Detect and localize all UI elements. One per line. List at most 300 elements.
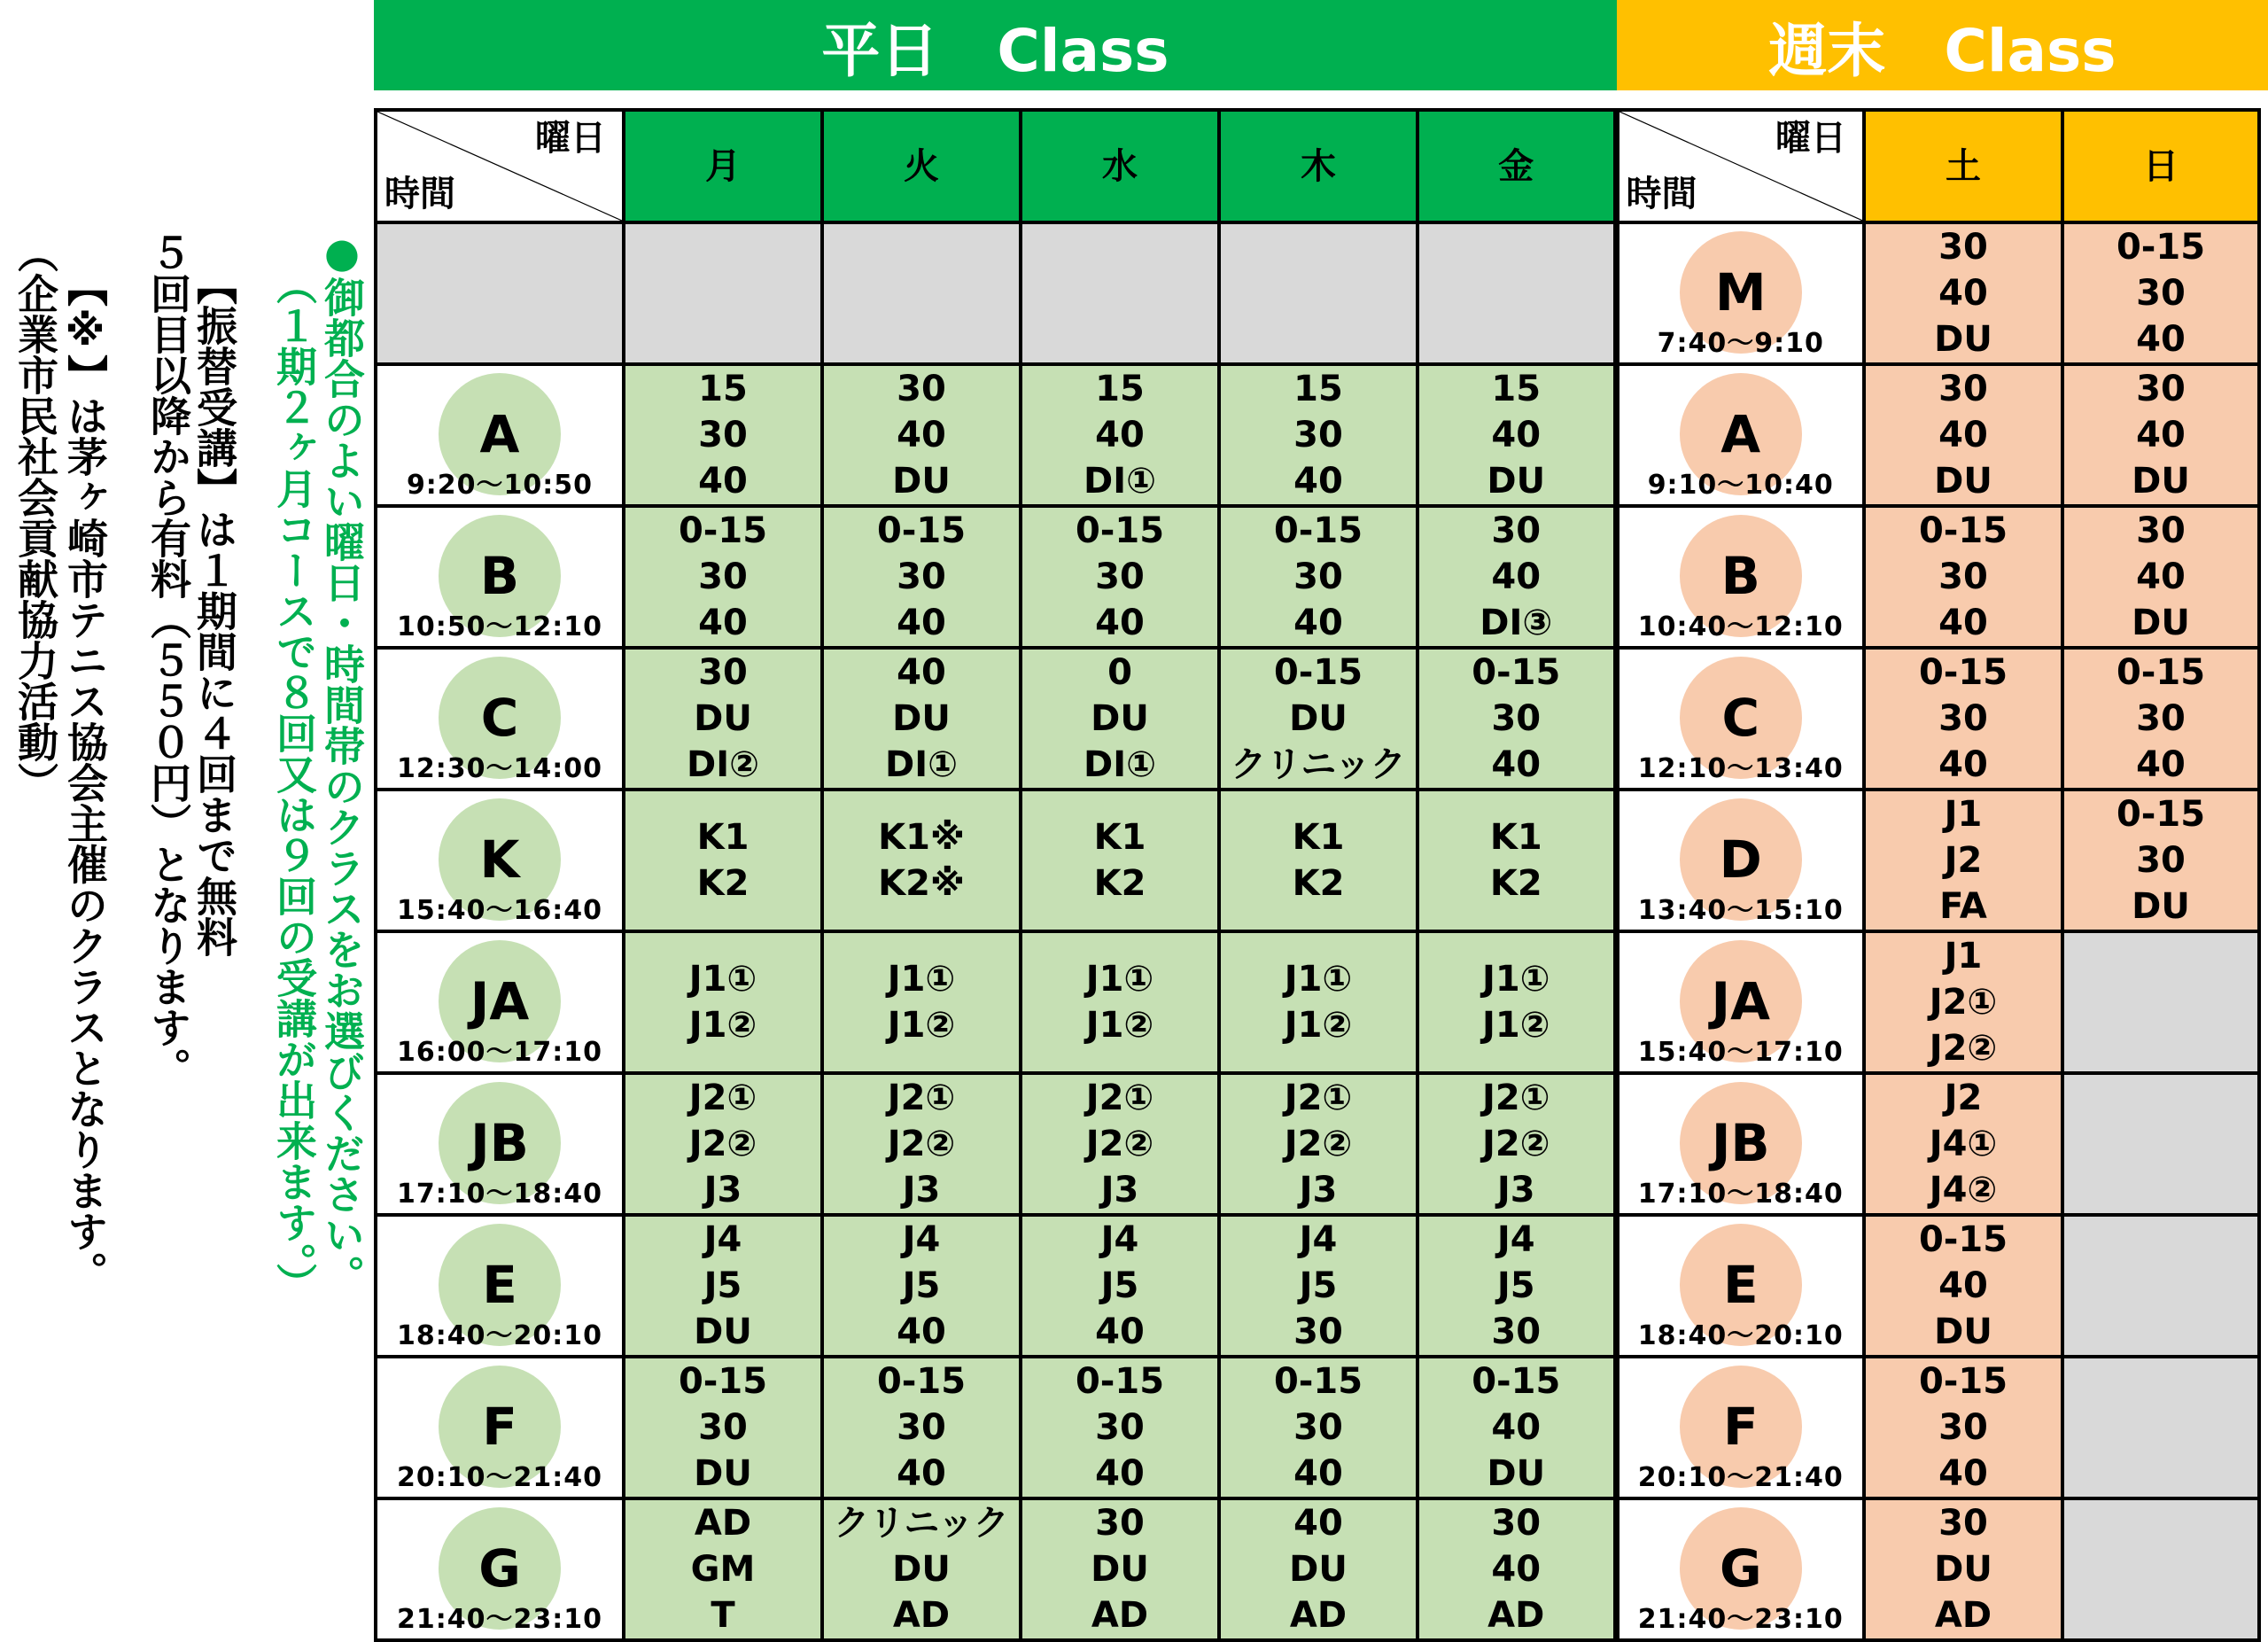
class-code: 0-15 [1918, 510, 2008, 551]
class-code: 30 [1293, 556, 1343, 597]
class-code: 40 [897, 415, 946, 455]
class-code: J1 [1944, 794, 1983, 835]
class-code: J1② [1481, 1005, 1550, 1046]
time-slot-cell [1616, 1215, 1864, 1357]
class-cell [2062, 1215, 2259, 1357]
class-code: K2 [696, 863, 750, 904]
class-code: J1① [1284, 959, 1353, 1000]
class-code: 40 [1293, 603, 1343, 643]
class-code: 30 [1095, 556, 1145, 597]
class-cell [1418, 364, 1616, 506]
class-code: 30 [698, 415, 748, 455]
class-cell [1021, 1073, 1219, 1215]
class-code: 30 [1293, 415, 1343, 455]
class-code: 40 [1938, 744, 1988, 785]
class-code: J4② [1929, 1170, 1998, 1210]
class-cell [822, 648, 1021, 790]
class-cell [1219, 931, 1418, 1073]
class-code: K1※ [878, 817, 965, 858]
class-code: DU [694, 698, 752, 739]
class-code: 40 [1938, 603, 1988, 643]
class-cell [2062, 931, 2259, 1073]
class-cell [2062, 1357, 2259, 1498]
time-slot-cell [1616, 1498, 1864, 1640]
class-code: 30 [1938, 369, 1988, 409]
class-cell [1864, 1498, 2062, 1640]
time-slot-cell [376, 1215, 624, 1357]
class-code: 0-15 [2116, 652, 2206, 693]
class-code: DU [694, 1453, 752, 1494]
class-code: J4 [703, 1219, 742, 1260]
slot-time-range: 18:40～20:10 [1637, 1320, 1844, 1351]
class-code: 0-15 [1075, 1361, 1165, 1402]
class-code: 30 [2136, 273, 2186, 314]
class-code: DU [892, 461, 951, 502]
class-cell [822, 1357, 1021, 1498]
class-cell [1021, 1215, 1219, 1357]
schedule-row [376, 364, 2259, 506]
class-code: DU [892, 698, 951, 739]
class-cell [1219, 506, 1418, 648]
class-cell [1864, 1215, 2062, 1357]
class-cell [1021, 506, 1219, 648]
class-code: 30 [2136, 698, 2186, 739]
class-code: J1① [887, 959, 956, 1000]
class-cell [1864, 648, 2062, 790]
slot-letter-badge: A [439, 373, 561, 495]
class-code: DI① [1084, 744, 1156, 785]
class-code: 0-15 [1918, 1361, 2008, 1402]
class-code: J1② [887, 1005, 956, 1046]
class-code: 30 [698, 556, 748, 597]
class-code: 30 [1938, 698, 1988, 739]
class-cell [1219, 1357, 1418, 1498]
class-cell [1021, 648, 1219, 790]
note-association-class: 【※】は茅ヶ崎市テニス協会主催のクラスとなります。 [61, 266, 109, 1292]
class-cell [1418, 1073, 1616, 1215]
class-code: 30 [1938, 1407, 1988, 1448]
schedule-row [376, 648, 2259, 790]
class-code: J5 [1496, 1265, 1535, 1306]
class-code: 40 [698, 461, 748, 502]
class-cell [624, 648, 822, 790]
class-code: K2※ [878, 863, 965, 904]
class-code: J2① [1481, 1078, 1550, 1118]
slot-letter-badge: F [439, 1366, 561, 1488]
slot-time-range: 20:10～21:40 [1637, 1462, 1844, 1493]
class-code: J4① [1929, 1124, 1998, 1164]
class-code: 0-15 [1075, 510, 1165, 551]
slot-letter-badge: JA [439, 940, 561, 1062]
class-code: K1 [1093, 817, 1146, 858]
class-code: 30 [897, 556, 946, 597]
class-code: AD [1091, 1595, 1149, 1636]
class-code: J3 [1100, 1170, 1139, 1210]
class-code: J2① [688, 1078, 757, 1118]
class-code: 30 [2136, 840, 2186, 881]
class-code: J1① [1085, 959, 1154, 1000]
day-header-sat: 土 [1864, 110, 2062, 222]
slot-letter-badge: E [439, 1224, 561, 1346]
class-cell [624, 1215, 822, 1357]
class-code: 40 [1095, 1453, 1145, 1494]
class-code: DU [1934, 319, 1992, 360]
class-code: 40 [1491, 744, 1542, 785]
class-cell [1864, 506, 2062, 648]
time-slot-cell [376, 1357, 624, 1498]
class-code: DU [1091, 1549, 1149, 1590]
class-code: 0-15 [1918, 1219, 2008, 1260]
class-cell [2062, 506, 2259, 648]
class-code: 0-15 [876, 1361, 967, 1402]
class-code: 0-15 [1273, 510, 1363, 551]
slot-letter-badge: G [439, 1507, 561, 1630]
class-code: J2 [1944, 840, 1983, 881]
class-code: 40 [1293, 1453, 1343, 1494]
day-header-fri: 金 [1418, 110, 1616, 222]
time-slot-cell [376, 222, 624, 364]
class-code: K2 [1292, 863, 1345, 904]
class-code: 30 [1293, 1311, 1343, 1352]
class-code: J1 [1944, 936, 1983, 977]
slot-letter-badge: B [1680, 515, 1802, 637]
class-code: 40 [1095, 603, 1145, 643]
slot-letter-badge: B [439, 515, 561, 637]
day-header-mon: 月 [624, 110, 822, 222]
class-code: 30 [1938, 227, 1988, 268]
slot-time-range: 15:40～17:10 [1637, 1037, 1844, 1068]
class-code: 30 [2136, 510, 2186, 551]
class-code: DI① [885, 744, 958, 785]
class-cell [822, 1498, 1021, 1640]
class-code: 40 [1938, 273, 1988, 314]
class-code: DU [694, 1311, 752, 1352]
class-code: K1 [696, 817, 750, 858]
class-code: AD [892, 1595, 951, 1636]
class-code: 30 [1095, 1503, 1145, 1544]
class-cell [1418, 790, 1616, 931]
corner-header-weekend [1616, 110, 1864, 222]
class-code: AD [1487, 1595, 1545, 1636]
class-code: 40 [1293, 1503, 1343, 1544]
class-code: J2② [1085, 1124, 1154, 1164]
class-code: J4 [902, 1219, 941, 1260]
class-cell [822, 1215, 1021, 1357]
corner-day-label: 曜日 [1775, 118, 1846, 159]
class-code: FA [1939, 886, 1987, 927]
class-cell [1864, 1073, 2062, 1215]
time-slot-cell [1616, 931, 1864, 1073]
class-code: 30 [1095, 1407, 1145, 1448]
class-cell [822, 222, 1021, 364]
weekday-class-banner: 平日 Class [374, 0, 1617, 90]
time-slot-cell [1616, 790, 1864, 931]
class-code: DU [1289, 1549, 1348, 1590]
slot-letter-badge: JB [439, 1082, 561, 1204]
class-code: 40 [2136, 556, 2186, 597]
class-code: J5 [1299, 1265, 1338, 1306]
class-cell [2062, 648, 2259, 790]
schedule-row [376, 1215, 2259, 1357]
class-code: DU [1934, 1549, 1992, 1590]
class-code: J2① [1929, 982, 1998, 1023]
time-slot-cell [1616, 1073, 1864, 1215]
class-code: 0-15 [1472, 1361, 1561, 1402]
class-cell [624, 222, 822, 364]
class-cell [822, 364, 1021, 506]
day-header-tue: 火 [822, 110, 1021, 222]
slot-letter-badge: G [1680, 1507, 1802, 1630]
slot-time-range: 18:40～20:10 [397, 1320, 602, 1351]
class-code: 40 [698, 603, 748, 643]
class-cell [1864, 1357, 2062, 1498]
class-code: 30 [2136, 369, 2186, 409]
class-code: DU [2132, 603, 2190, 643]
slot-letter-badge: D [1680, 798, 1802, 921]
time-slot-cell [376, 364, 624, 506]
slot-time-range: 17:10～18:40 [1637, 1179, 1844, 1210]
slot-time-range: 17:10～18:40 [397, 1179, 602, 1210]
class-cell [624, 364, 822, 506]
time-slot-cell [1616, 222, 1864, 364]
corner-time-label: 時間 [1626, 174, 1697, 214]
time-slot-cell [1616, 506, 1864, 648]
class-code: J1① [688, 959, 757, 1000]
class-code: J3 [1496, 1170, 1535, 1210]
class-cell [624, 790, 822, 931]
class-code: 30 [1938, 556, 1988, 597]
class-code: J5 [703, 1265, 742, 1306]
class-cell [822, 931, 1021, 1073]
slot-time-range: 21:40～23:10 [397, 1604, 602, 1635]
class-code: 40 [1491, 415, 1542, 455]
class-code: 0-15 [678, 510, 768, 551]
class-code: 40 [897, 652, 946, 693]
slot-time-range: 9:10～10:40 [1647, 470, 1834, 501]
note-course-count: （１期２ヶ月コースで８回又は９回の受講が出来ます。） [270, 264, 318, 1303]
corner-day-label: 曜日 [535, 118, 606, 159]
slot-letter-badge: JA [1680, 940, 1802, 1062]
class-code: 40 [1491, 1407, 1542, 1448]
class-code: 30 [1293, 1407, 1343, 1448]
class-code: 0-15 [1273, 652, 1363, 693]
slot-letter-badge: C [1680, 657, 1802, 779]
slot-letter-badge: M [1680, 231, 1802, 354]
class-cell [1418, 931, 1616, 1073]
class-code: J2② [1481, 1124, 1550, 1164]
class-code: J4 [1299, 1219, 1338, 1260]
class-cell [1021, 364, 1219, 506]
class-code: 30 [897, 1407, 946, 1448]
class-code: J4 [1496, 1219, 1535, 1260]
time-slot-cell [1616, 648, 1864, 790]
class-cell [1864, 222, 2062, 364]
class-cell [822, 506, 1021, 648]
class-code: J2② [688, 1124, 757, 1164]
note-csr-activity: （企業市民社会貢献協力活動） [12, 232, 59, 803]
class-code: 40 [897, 1453, 946, 1494]
slot-time-range: 15:40～16:40 [397, 895, 602, 926]
class-cell [1219, 648, 1418, 790]
slot-letter-badge: K [439, 798, 561, 921]
class-code: 0-15 [2116, 794, 2206, 835]
time-slot-cell [376, 931, 624, 1073]
class-cell [1418, 648, 1616, 790]
time-slot-cell [1616, 1357, 1864, 1498]
class-code: 40 [1095, 1311, 1145, 1352]
class-schedule-table [374, 108, 2261, 1642]
class-code: 0-15 [1273, 1361, 1363, 1402]
class-code: K1 [1292, 817, 1345, 858]
class-code: J1② [1284, 1005, 1353, 1046]
class-code: J3 [902, 1170, 941, 1210]
class-cell [1864, 364, 2062, 506]
class-cell [822, 790, 1021, 931]
class-code: J1① [1481, 959, 1550, 1000]
class-cell [2062, 1498, 2259, 1640]
class-cell [2062, 1073, 2259, 1215]
class-cell [624, 931, 822, 1073]
class-code: J2② [1929, 1028, 1998, 1069]
time-slot-cell [376, 1073, 624, 1215]
class-code: DU [1091, 698, 1149, 739]
class-code: K2 [1489, 863, 1542, 904]
class-cell [1219, 1073, 1418, 1215]
class-code: DI③ [1480, 603, 1553, 643]
class-cell [2062, 222, 2259, 364]
class-code: 30 [698, 1407, 748, 1448]
time-slot-cell [376, 648, 624, 790]
class-cell [1418, 1498, 1616, 1640]
class-code: T [711, 1595, 735, 1636]
class-code: DU [1487, 461, 1546, 502]
class-cell [1219, 1498, 1418, 1640]
schedule-row [376, 506, 2259, 648]
class-code: AD [1289, 1595, 1348, 1636]
class-code: 0-15 [876, 510, 967, 551]
note-makeup-free: 【振替受講】は１期間に４回まで無料 [190, 264, 238, 957]
class-code: 30 [698, 652, 748, 693]
class-code: DU [2132, 461, 2190, 502]
class-cell [1864, 931, 2062, 1073]
class-code: DI① [1084, 461, 1156, 502]
note-makeup-paid: ５回目以降から有料（５５０円）となります。 [144, 232, 192, 1088]
time-slot-cell [376, 790, 624, 931]
slot-time-range: 10:50～12:10 [397, 611, 602, 642]
time-slot-cell [376, 506, 624, 648]
class-code: J1② [1085, 1005, 1154, 1046]
class-code: J3 [1299, 1170, 1338, 1210]
class-code: J2① [887, 1078, 956, 1118]
class-cell [624, 1073, 822, 1215]
class-code: DU [1289, 698, 1348, 739]
class-code: AD [694, 1503, 752, 1544]
class-code: J5 [902, 1265, 941, 1306]
class-code: 15 [698, 369, 748, 409]
time-slot-cell [376, 1498, 624, 1640]
schedule-row [376, 222, 2259, 364]
class-code: 0-15 [2116, 227, 2206, 268]
class-code: GM [690, 1549, 756, 1590]
slot-letter-badge: JB [1680, 1082, 1802, 1204]
class-code: J2① [1085, 1078, 1154, 1118]
class-code: DU [1934, 461, 1992, 502]
class-code: 40 [1938, 1453, 1988, 1494]
note-choose-class: ●御都合のよい曜日・時間帯のクラスをお選びください。 [318, 229, 366, 1296]
class-cell [1219, 790, 1418, 931]
class-code: 0-15 [1918, 652, 2008, 693]
slot-letter-badge: A [1680, 373, 1802, 495]
class-code: J2② [887, 1124, 956, 1164]
class-code: 40 [1491, 556, 1542, 597]
class-code: 40 [1938, 415, 1988, 455]
class-cell [1219, 222, 1418, 364]
corner-time-label: 時間 [384, 174, 455, 214]
class-code: 40 [2136, 744, 2186, 785]
class-code: DU [2132, 886, 2190, 927]
class-code: J2② [1284, 1124, 1353, 1164]
class-code: J4 [1100, 1219, 1139, 1260]
class-cell [1418, 222, 1616, 364]
slot-time-range: 21:40～23:10 [1637, 1604, 1844, 1635]
class-code: 30 [1938, 1503, 1988, 1544]
class-code: 0 [1107, 652, 1132, 693]
class-code: J3 [703, 1170, 742, 1210]
class-code: 40 [897, 1311, 946, 1352]
class-code: 30 [1491, 1311, 1542, 1352]
class-code: J1② [688, 1005, 757, 1046]
class-cell [2062, 790, 2259, 931]
class-code: J2 [1944, 1078, 1983, 1118]
class-cell [822, 1073, 1021, 1215]
class-cell [1219, 1215, 1418, 1357]
class-cell [624, 506, 822, 648]
class-code: クリニック [1231, 744, 1406, 785]
slot-time-range: 9:20～10:50 [406, 470, 594, 501]
class-code: 40 [1491, 1549, 1542, 1590]
weekend-class-banner: 週末 Class [1617, 0, 2268, 90]
class-cell [624, 1357, 822, 1498]
class-code: 30 [897, 369, 946, 409]
class-cell [1219, 364, 1418, 506]
slot-time-range: 16:00～17:10 [397, 1037, 602, 1068]
class-cell [1021, 1357, 1219, 1498]
class-code: 40 [1938, 1265, 1988, 1306]
class-code: 40 [897, 603, 946, 643]
slot-letter-badge: E [1680, 1224, 1802, 1346]
class-code: 40 [2136, 415, 2186, 455]
class-code: DI② [687, 744, 759, 785]
class-code: クリニック [834, 1503, 1009, 1544]
class-code: 40 [1095, 415, 1145, 455]
day-header-sun: 日 [2062, 110, 2259, 222]
corner-header-weekday [376, 110, 624, 222]
class-cell [2062, 364, 2259, 506]
class-cell [1418, 1215, 1616, 1357]
schedule-row [376, 1073, 2259, 1215]
class-code: 0-15 [678, 1361, 768, 1402]
schedule-row [376, 1357, 2259, 1498]
class-code: 40 [2136, 319, 2186, 360]
schedule-row [376, 790, 2259, 931]
slot-time-range: 13:40～15:10 [1637, 895, 1844, 926]
class-cell [1418, 1357, 1616, 1498]
slot-time-range: 12:10～13:40 [1637, 753, 1844, 784]
class-cell [1021, 222, 1219, 364]
schedule-row [376, 1498, 2259, 1640]
slot-time-range: 20:10～21:40 [397, 1462, 602, 1493]
class-cell [1418, 506, 1616, 648]
